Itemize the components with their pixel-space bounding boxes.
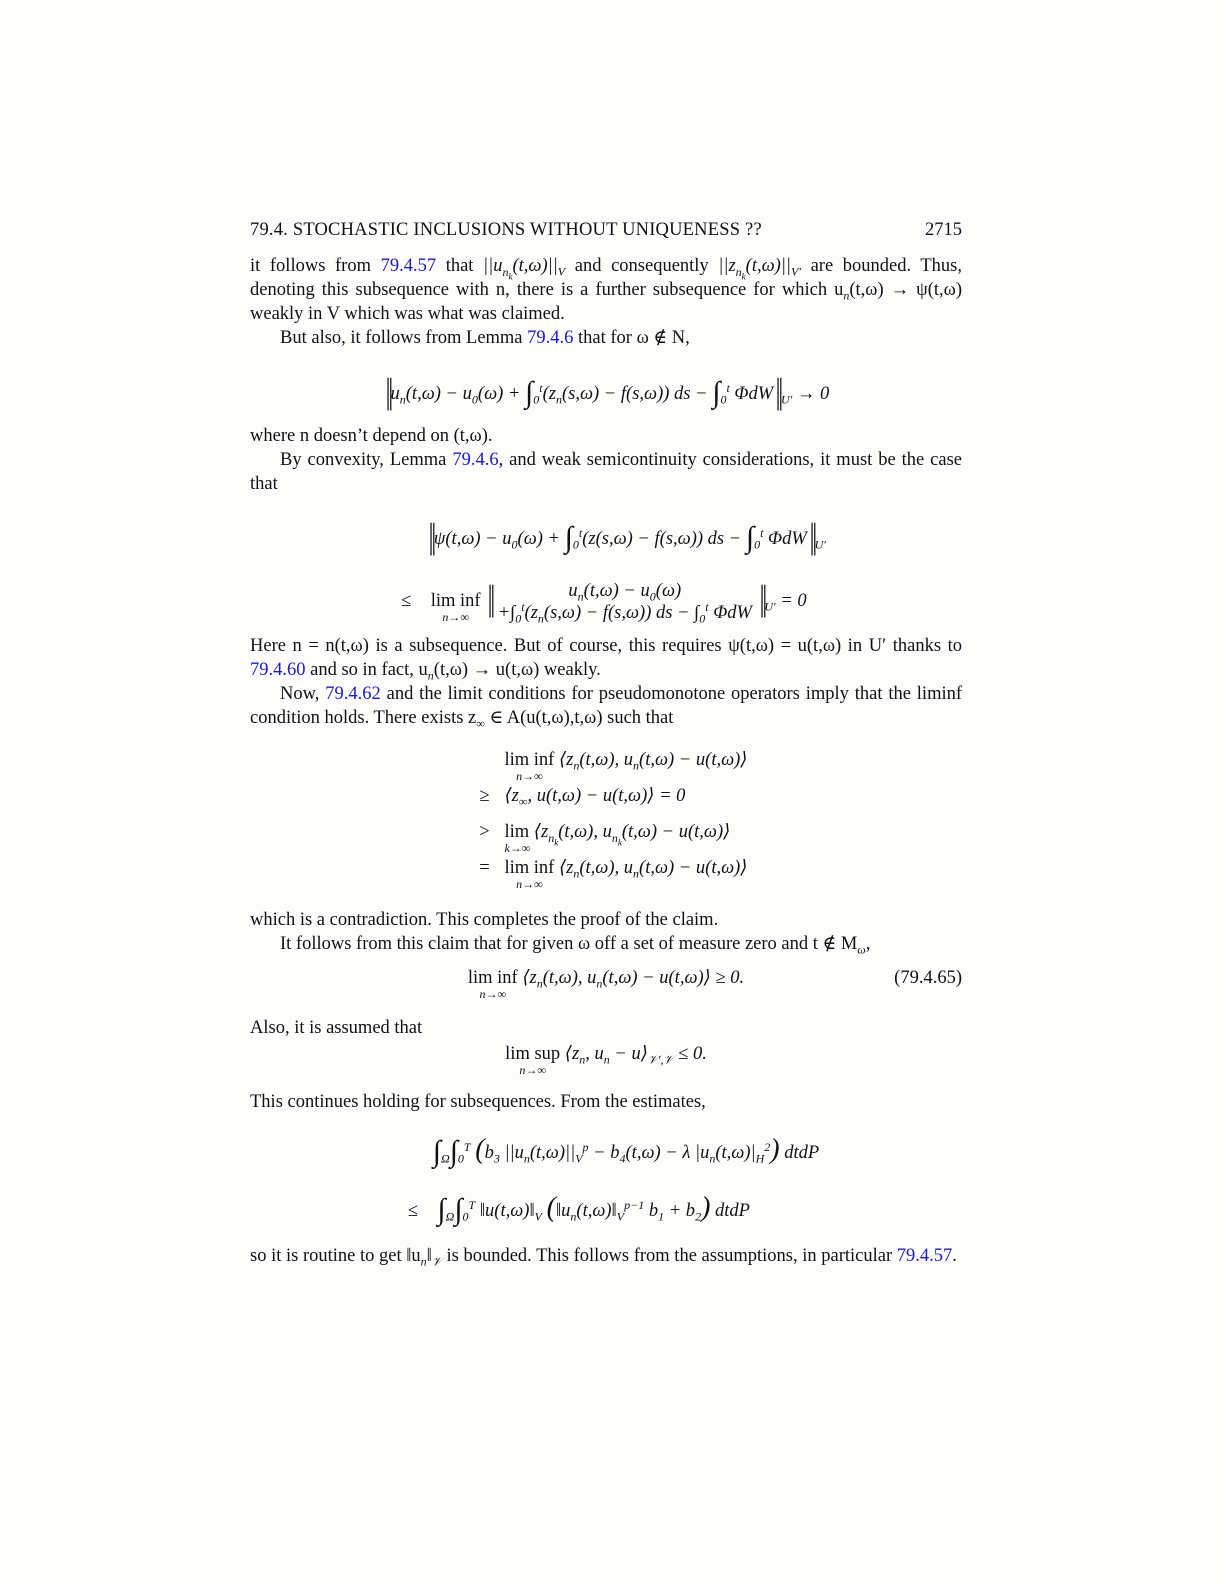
ref-link[interactable]: 79.4.60 bbox=[250, 660, 306, 680]
paragraph-4: By convexity, Lemma 79.4.6, and weak semicontinuity considerations, it must be the case that bbox=[250, 450, 963, 494]
paragraph-10: This continues holding for subsequences. From the estimates, bbox=[250, 1092, 706, 1112]
paragraph-2: But also, it follows from Lemma 79.4.6 that for ω ∉ N, bbox=[280, 328, 690, 348]
paragraph-8: It follows from this claim that for given ω off a set of measure zero and t ∉ $M_\omega$, bbox=[280, 934, 871, 957]
equation-number: (79.4.65) bbox=[894, 968, 962, 988]
display-equation: $\int_\Omega\int_0^T$ ($b_3$ $||u_n(t,\omega)||_V^p - b_4(t,\omega) - \lambda$ $|u_n(t,\omega)|_H^2$) dtdP ≤ $\int_\Omega\int_0^T$ $‖u(t,\omega)‖_V$ ($‖u_n(t,\omega)‖_V^{p-1}$ $b_1 + b_2$) dtdP bbox=[407, 1134, 820, 1226]
paragraph-3: where n doesn’t depend on (t,ω). bbox=[250, 426, 493, 446]
paragraph-9: Also, it is assumed that bbox=[250, 1018, 423, 1038]
paragraph-11: so it is routine to get $‖u_n‖_𝒱$ is bounded. This follows from the assumptions, in particular 79.4.57. bbox=[250, 1246, 957, 1269]
ref-link[interactable]: 79.4.57 bbox=[380, 256, 437, 276]
display-equation: $||\psi(t,\omega) - u_0(\omega) + \int_0^t(z(s,\omega) - f(s,\omega))$ ds − $\int_0^t$ $\Phi dW||_{U'}$ ≤ lim inf n→∞ || $u_n(t,\omega) - u_0(\omega)$ $+\int_0^t(z_n(s,\omega) - f(s,\omega))$ ds − $\int_0^t$ ΦdW $||_{U'} = 0$ bbox=[401, 516, 826, 626]
ref-link[interactable]: 79.4.6 bbox=[527, 328, 574, 348]
display-equation: lim inf n→∞ $⟨z_n(t,\omega)$, $u_n(t,\omega)$ − u(t,ω)⟩ ≥ $⟨z_\infty$, u(t,ω) − u(t,ω)⟩ = 0 > lim k→∞ $⟨z_{n_k}(t,\omega)$, $u_{n_k}(t,\omega)$ − u(t,ω)⟩ = lim inf n→∞ $⟨z_n(t,\omega)$, $u_n(t,\omega)$ − u(t,ω)⟩ bbox=[479, 750, 748, 891]
section-title: 79.4. STOCHASTIC INCLUSIONS WITHOUT UNIQUENESS ?? bbox=[250, 220, 762, 240]
ref-link[interactable]: 79.4.6 bbox=[452, 450, 499, 470]
paragraph-7: which is a contradiction. This completes the proof of the claim. bbox=[250, 910, 719, 930]
page-number: 2715 bbox=[925, 220, 962, 240]
page bbox=[250, 218, 962, 1268]
display-equation: $||u_n(t,\omega) - u_0(\omega) + \int_0^t(z_n(s,\omega) - f(s,\omega))$ ds − $\int_0^t$ $\Phi dW||_{U'} \to 0$ bbox=[383, 371, 830, 411]
ref-link[interactable]: 79.4.62 bbox=[325, 684, 381, 704]
paragraph-1: it follows from 79.4.57 that $||u_{n_k}(t,\omega)||_V$ and consequently $||z_{n_k}(t,\omega)||_{V'}$ are bounded. Thus, denoting this subsequence with n, there is a further subsequence for which $u_n(t,\omega) \to \psi(t,\omega)$ weakly in V which was what was claimed. bbox=[250, 256, 963, 324]
ref-link[interactable]: 79.4.57 bbox=[896, 1246, 953, 1266]
paragraph-5: Here n = n(t,ω) is a subsequence. But of course, this requires ψ(t,ω) = u(t,ω) in U′ thanks to 79.4.60 and so in fact, $u_n(t,\omega) \to u(t,\omega)$ weakly. bbox=[250, 636, 962, 683]
running-header bbox=[250, 218, 962, 246]
display-equation: lim sup n→∞ $⟨z_n$, $u_n$ − $u⟩_{𝒱',𝒱} \le 0$. bbox=[505, 1044, 707, 1077]
display-equation-numbered: lim inf n→∞ $⟨z_n(t,\omega)$, $u_n(t,\omega)$ − u(t,ω)⟩ ≥ 0. (79.4.65) bbox=[250, 956, 962, 1016]
paragraph-6: Now, 79.4.62 and the limit conditions for pseudomonotone operators imply that the liminf condition holds. There exists $z_\infty$ ∈ A(u(t,ω),t,ω) such that bbox=[250, 684, 963, 731]
